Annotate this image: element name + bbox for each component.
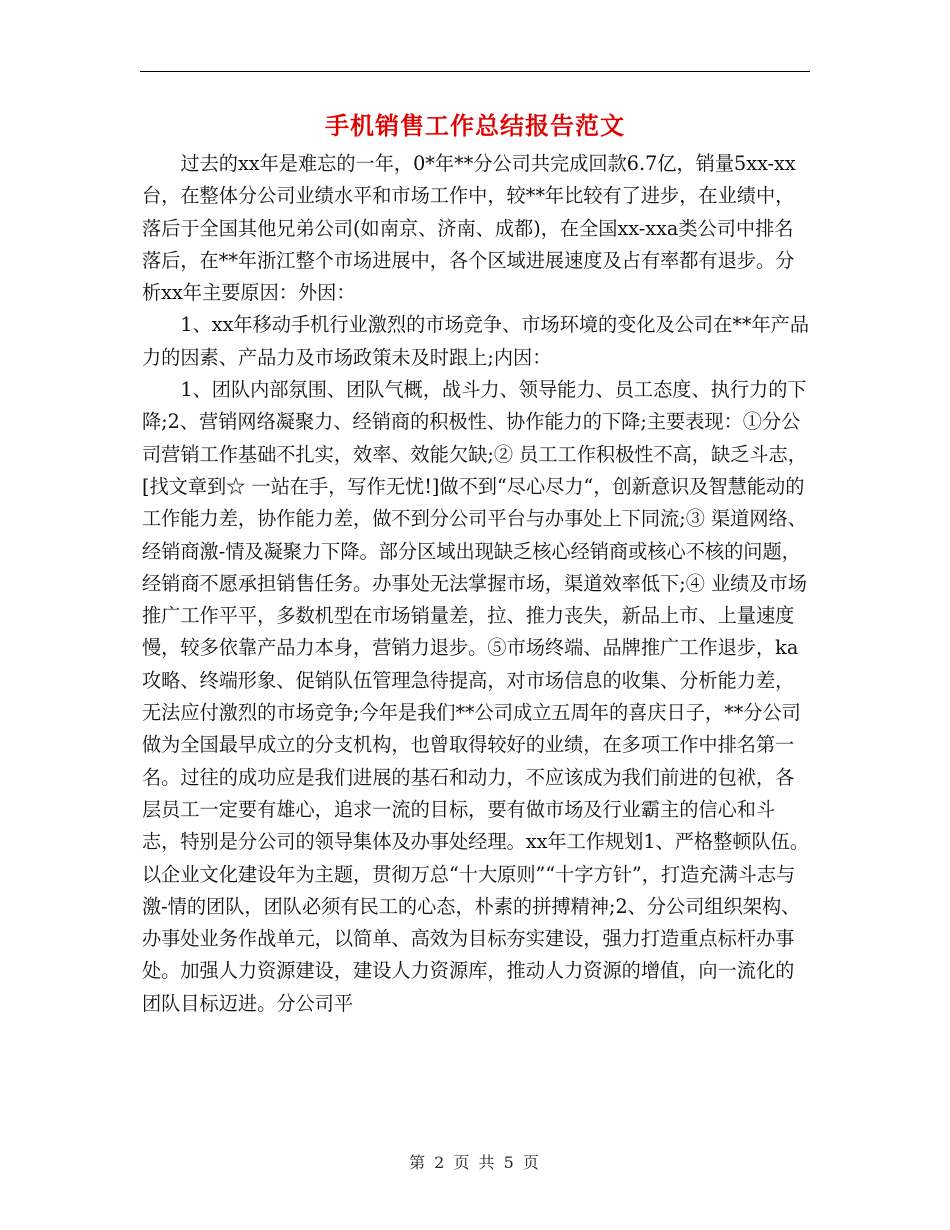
- paragraph: 1、团队内部氛围、团队气概，战斗力、领导能力、员工态度、执行力的下降;2、营销网络凝聚力、经销商的积极性、协作能力的下降;主要表现：①分公司营销工作基础不扎实，效率、效能欠缺;② 员工工作积极性不高，缺乏斗志，[找文章到☆ 一站在手，写作无忧!]做不到“尽心尽力“，创新意识及智慧能动的工作能力差，协作能力差，做不到分公司平台与办事处上下同流;③ 渠道网络、经销商激-情及凝聚力下降。部分区域出现缺乏核心经销商或核心不核的问题，经销商不愿承担销售任务。办事处无法掌握市场，渠道效率低下;④ 业绩及市场推广工作平平，多数机型在市场销量差，拉、推力丧失，新品上市、上量速度慢，较多依靠产品力本身，营销力退步。⑤市场终端、品牌推广工作退步，ka攻略、终端形象、促销队伍管理急待提高，对市场信息的收集、分析能力差，无法应付激烈的市场竞争;今年是我们**公司成立五周年的喜庆日子，**分公司做为全国最早成立的分支机构，也曾取得较好的业绩，在多项工作中排名第一名。过往的成功应是我们进展的基石和动力，不应该成为我们前进的包袱，各层员工一定要有雄心，追求一流的目标，要有做市场及行业霸主的信心和斗志，特别是分公司的领导集体及办事处经理。xx年工作规划1、严格整顿队伍。以企业文化建设年为主题，贯彻万总“十大原则”“十字方针”，打造充满斗志与激-情的团队，团队必须有民工的心态，朴素的拼搏精神;2、分公司组织架构、办事处业务作战单元，以简单、高效为目标夯实建设，强力打造重点标杆办事处。加强人力资源建设，建设人力资源库，推动人力资源的增值，向一流化的团队目标迈进。分公司平: [142, 378, 810, 1015]
- document-body: [142, 148, 812, 1020]
- paragraph: 1、xx年移动手机行业激烈的市场竞争、市场环境的变化及公司在**年产品力的因素、产品力及市场政策未及时跟上;内因：: [142, 313, 810, 369]
- page-footer: 第 2 页 共 5 页: [409, 1153, 541, 1172]
- paragraph: 过去的xx年是难忘的一年，0*年**分公司共完成回款6.7亿，销量5xx-xx台，在整体分公司业绩水平和市场工作中，较**年比较有了进步，在业绩中，落后于全国其他兄弟公司(如南京、济南、成都)，在全国xx-xxa类公司中排名落后，在**年浙江整个市场进展中，各个区域进展速度及占有率都有退步。分析xx年主要原因：外因：: [142, 152, 796, 305]
- header-rule: [140, 71, 810, 72]
- document-title: 手机销售工作总结报告范文: [325, 111, 625, 140]
